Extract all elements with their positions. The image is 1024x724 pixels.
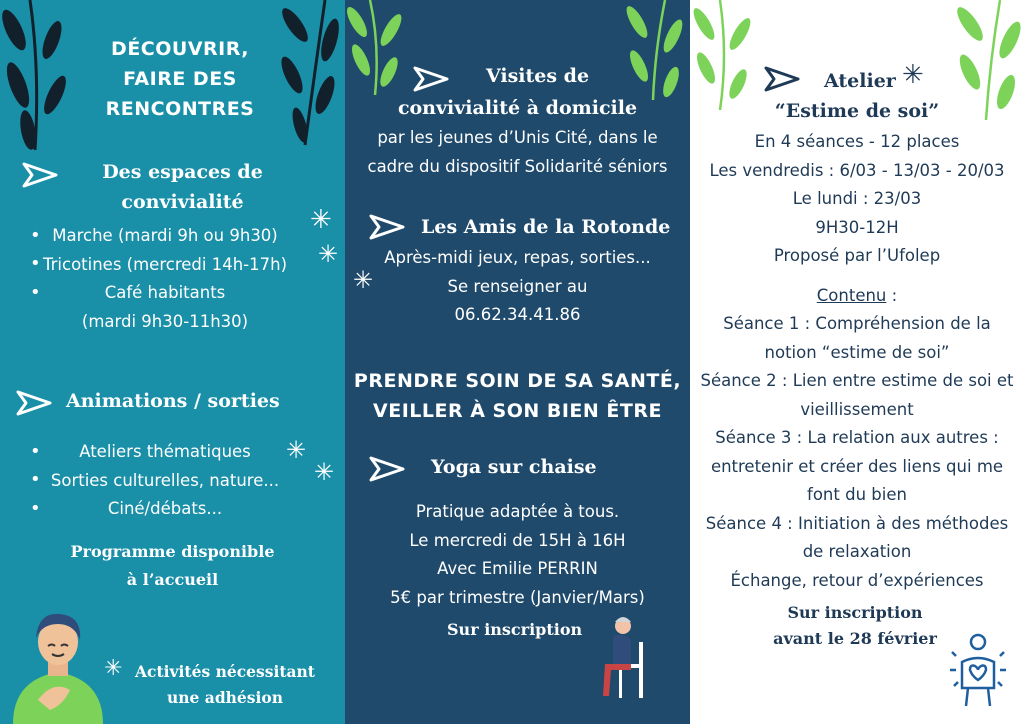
sparkle-icon: ✳: [353, 266, 374, 294]
chair-yoga-illustration-icon: [595, 612, 655, 702]
title-line: Des espaces de: [102, 161, 263, 183]
arrow-icon: [367, 454, 407, 484]
leaf-branch-icon: [0, 0, 80, 150]
arrow-icon: [762, 64, 802, 94]
list-item: Ateliers thématiques: [79, 442, 251, 461]
visites-text: [345, 124, 690, 181]
note-line: à l’accueil: [126, 570, 219, 589]
list-item: Tricotines (mercredi 14h-17h): [42, 254, 288, 274]
sparkle-icon: ✳: [286, 436, 307, 464]
section-heading: [85, 34, 275, 124]
arrow-icon: [20, 160, 60, 190]
text-line: Pratique adaptée à tous.: [415, 502, 620, 521]
sante-heading: [345, 366, 690, 426]
sparkle-icon: ✳: [310, 205, 332, 235]
text-line: En 4 séances - 12 places: [754, 132, 960, 151]
text-line: Le mercredi de 15H à 16H: [409, 530, 626, 550]
sparkle-icon: ✳: [104, 656, 123, 681]
bullet: •: [30, 253, 41, 274]
note-line: Programme disponible: [70, 542, 275, 561]
visites-title: [365, 60, 670, 124]
panel-estime: [690, 0, 1024, 724]
arrow-icon: [14, 388, 54, 418]
bullet: •: [30, 498, 41, 519]
text-line: Le lundi : 23/03: [792, 189, 922, 208]
sparkle-icon: ✳: [314, 458, 335, 486]
note-line: avant le 28 février: [773, 629, 937, 648]
bullet: •: [30, 469, 41, 490]
note-line: une adhésion: [166, 688, 284, 707]
text-line: 5€ par trimestre (Janvier/Mars): [390, 587, 645, 607]
contenu-label: [690, 282, 1024, 311]
text-line: par les jeunes d’Unis Cité, dans le: [377, 128, 658, 147]
atelier-subtitle: “Estime de soi”: [774, 100, 940, 122]
sparkle-icon: ✳: [902, 60, 924, 90]
contenu-colon: :: [886, 286, 898, 305]
text-line: de relaxation: [802, 542, 912, 561]
bullet: •: [30, 225, 41, 246]
yoga-text: [345, 498, 690, 612]
leaf-branch-icon: [690, 0, 760, 110]
animations-title: Animations / sorties: [66, 390, 280, 412]
list-item: Sorties culturelles, nature...: [50, 470, 280, 490]
list-item: (mardi 9h30-11h30): [81, 311, 249, 331]
contenu-list: [690, 310, 1024, 595]
text-line: Les vendredis : 6/03 - 13/03 - 20/03: [709, 160, 1005, 180]
heading-line: DÉCOUVRIR,: [111, 38, 249, 60]
amis-text: [345, 244, 690, 330]
heading-line: FAIRE DES: [123, 68, 237, 90]
text-line: font du bien: [807, 485, 907, 504]
adhesion-note: [125, 659, 325, 711]
sparkle-icon: ✳: [318, 240, 339, 268]
text-line: Séance 2 : Lien entre estime de soi et: [700, 371, 1014, 390]
panel-sante: [345, 0, 690, 724]
phone-number: 06.62.34.41.86: [454, 305, 581, 324]
title-line: convivialité à domicile: [397, 97, 638, 119]
title-line: convivialité: [121, 191, 244, 213]
amis-title: Les Amis de la Rotonde: [421, 216, 671, 238]
heading-line: VEILLER À SON BIEN ÊTRE: [373, 400, 662, 422]
text-line: Se renseigner au: [447, 276, 588, 296]
text-line: Après-midi jeux, repas, sorties...: [384, 248, 651, 267]
text-line: cadre du dispositif Solidarité séniors: [367, 156, 668, 176]
contenu-underlined: Contenu: [816, 286, 887, 305]
programme-note: [40, 538, 305, 594]
bullet: •: [30, 282, 41, 303]
leaf-branch-icon: [270, 0, 345, 150]
heading-line: PRENDRE SOIN DE SA SANTÉ,: [353, 370, 682, 392]
text-line: Séance 1 : Compréhension de la: [723, 314, 991, 333]
text-line: Séance 4 : Initiation à des méthodes: [705, 513, 1009, 533]
note-line: Sur inscription: [787, 603, 923, 622]
panel-decouvrir: [0, 0, 345, 724]
bullet: •: [30, 441, 41, 462]
note-line: Activités nécessitant: [135, 662, 315, 681]
list-item: Café habitants: [104, 283, 226, 302]
yoga-title: Yoga sur chaise: [431, 456, 597, 478]
text-line: notion “estime de soi”: [764, 342, 950, 362]
title-line: Visites de: [485, 65, 590, 87]
list-item: Ciné/débats...: [107, 499, 223, 518]
text-line: Proposé par l’Ufolep: [773, 246, 941, 265]
text-line: vieillissement: [800, 399, 914, 419]
arrow-icon: [367, 212, 407, 242]
heading-line: RENCONTRES: [105, 98, 255, 120]
atelier-title: Atelier: [824, 70, 896, 92]
espaces-title: [60, 157, 305, 217]
inscription-note: Sur inscription: [447, 620, 583, 639]
self-love-person-icon: [948, 630, 1008, 710]
text-line: entretenir et créer des liens qui me: [710, 456, 1004, 476]
inscription-note: [730, 600, 980, 652]
person-illustration-icon: [8, 610, 108, 724]
text-line: 9H30-12H: [815, 217, 899, 237]
espaces-list: [0, 222, 345, 336]
text-line: Séance 3 : La relation aux autres :: [715, 428, 999, 447]
list-item: Marche (mardi 9h ou 9h30): [52, 226, 278, 245]
atelier-details: [690, 128, 1024, 271]
text-line: Avec Emilie PERRIN: [437, 559, 598, 578]
text-line: Échange, retour d’expériences: [730, 570, 984, 590]
